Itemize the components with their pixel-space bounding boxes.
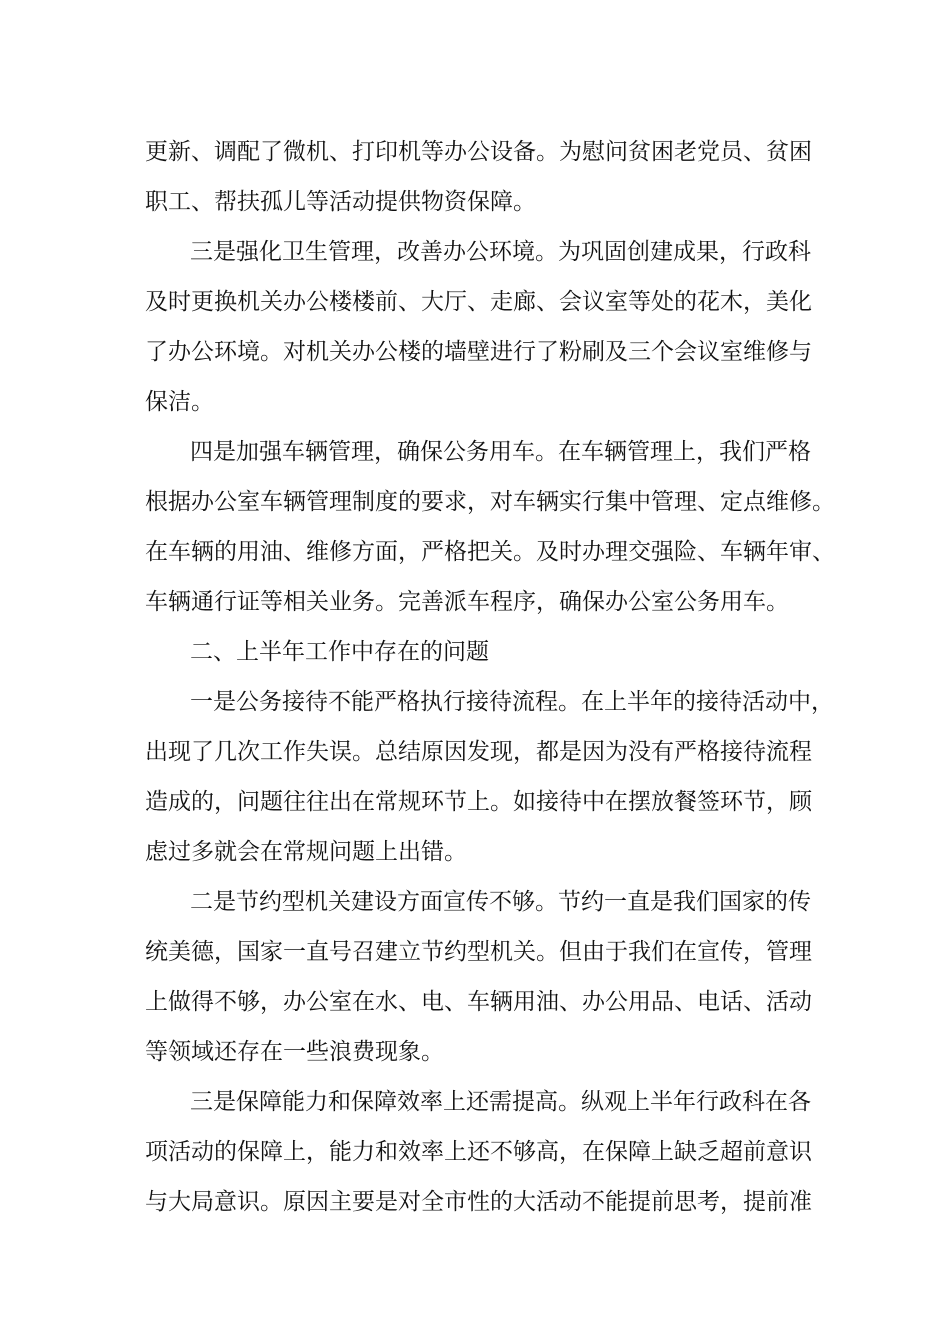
text-line: 项活动的保障上，能力和效率上还不够高，在保障上缺乏超前意识 xyxy=(145,1139,812,1165)
paragraph-start-line: 三是强化卫生管理，改善办公环境。为巩固创建成果，行政科 xyxy=(190,239,811,265)
text-line: 及时更换机关办公楼楼前、大厅、走廊、会议室等处的花木，美化 xyxy=(145,289,812,315)
paragraph-start-line: 四是加强车辆管理，确保公务用车。在车辆管理上，我们严格 xyxy=(190,439,811,465)
paragraph-start-line: 三是保障能力和保障效率上还需提高。纵观上半年行政科在各 xyxy=(190,1089,811,1115)
text-line: 在车辆的用油、维修方面，严格把关。及时办理交强险、车辆年审、 xyxy=(145,539,835,565)
text-line: 统美德，国家一直号召建立节约型机关。但由于我们在宣传，管理 xyxy=(145,939,812,965)
text-line: 上做得不够，办公室在水、电、车辆用油、办公用品、电话、活动 xyxy=(145,989,812,1015)
paragraph-start-line: 一是公务接待不能严格执行接待流程。在上半年的接待活动中， xyxy=(190,689,834,715)
text-line: 与大局意识。原因主要是对全市性的大活动不能提前思考，提前准 xyxy=(145,1189,812,1215)
text-line: 职工、帮扶孤儿等活动提供物资保障。 xyxy=(145,189,536,215)
text-line: 根据办公室车辆管理制度的要求，对车辆实行集中管理、定点维修。 xyxy=(145,489,835,515)
text-line: 车辆通行证等相关业务。完善派车程序，确保办公室公务用车。 xyxy=(145,589,789,615)
text-line: 了办公环境。对机关办公楼的墙壁进行了粉刷及三个会议室维修与 xyxy=(145,339,812,365)
text-line: 出现了几次工作失误。总结原因发现，都是因为没有严格接待流程 xyxy=(145,739,812,765)
paragraph-start-line: 二是节约型机关建设方面宣传不够。节约一直是我们国家的传 xyxy=(190,889,811,915)
text-line: 更新、调配了微机、打印机等办公设备。为慰问贫困老党员、贫困 xyxy=(145,139,812,165)
text-line: 保洁。 xyxy=(145,389,214,415)
text-line: 等领域还存在一些浪费现象。 xyxy=(145,1039,444,1065)
text-line: 虑过多就会在常规问题上出错。 xyxy=(145,839,467,865)
text-line: 造成的，问题往往出在常规环节上。如接待中在摆放餐签环节，顾 xyxy=(145,789,812,815)
section-heading: 二、上半年工作中存在的问题 xyxy=(190,639,489,665)
